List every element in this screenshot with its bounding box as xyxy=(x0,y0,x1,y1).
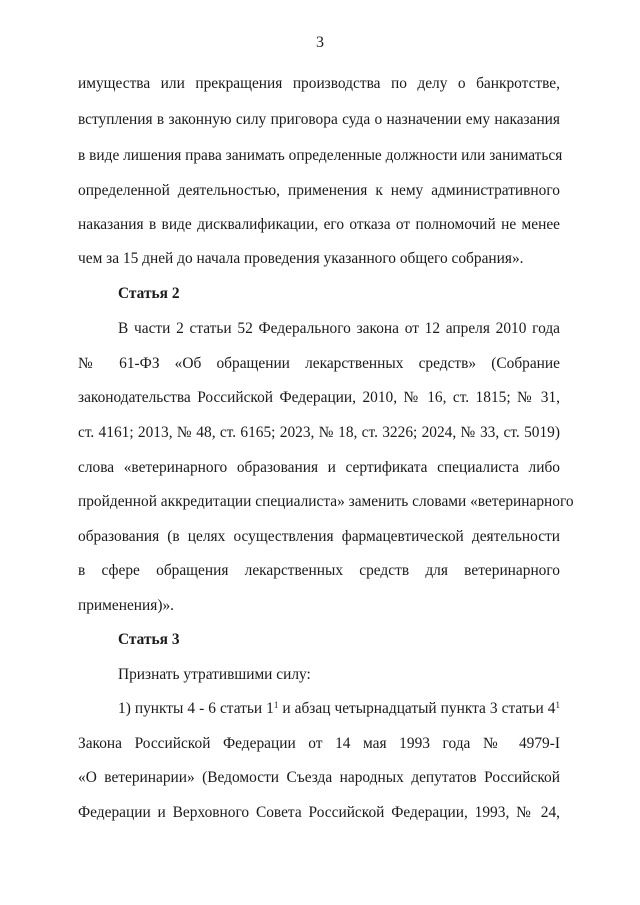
paragraph-line: пройденной аккредитации специалиста» заменить словами «ветеринарного xyxy=(78,493,574,510)
paragraph-line: наказания в виде дисквалификации, его отказа от полномочий не менее xyxy=(78,216,560,233)
item-1-part-1: 1) пункты 4 - 6 статьи 1 xyxy=(118,700,274,717)
paragraph-line: В части 2 статьи 52 Федерального закона от 12 апреля 2010 года xyxy=(118,320,560,337)
paragraph-line: Закона Российской Федерации от 14 мая 1993 года № 4979-I xyxy=(78,735,560,752)
paragraph-line: № 61-ФЗ «Об обращении лекарственных средств» (Собрание xyxy=(78,355,560,372)
article-3-heading: Статья 3 xyxy=(118,631,180,648)
paragraph-line: «О ветеринарии» (Ведомости Съезда народных депутатов Российской xyxy=(78,769,560,786)
paragraph-line: определенной деятельностью, применения к нему административного xyxy=(78,182,560,199)
paragraph-line: чем за 15 дней до начала проведения указанного общего собрания». xyxy=(78,250,524,267)
paragraph-line: в виде лишения права занимать определенные должности или заниматься xyxy=(78,147,563,164)
paragraph-line: вступления в законную силу приговора суда о назначении ему наказания xyxy=(78,111,560,128)
superscript: 1 xyxy=(555,700,560,710)
page-number: 3 xyxy=(316,34,324,51)
paragraph-line: ст. 4161; 2013, № 48, ст. 6165; 2023, № 18, ст. 3226; 2024, № 33, ст. 5019) xyxy=(78,424,560,441)
paragraph-line: имущества или прекращения производства по делу о банкротстве, xyxy=(78,75,560,92)
paragraph-line: слова «ветеринарного образования и сертификата специалиста либо xyxy=(78,459,560,476)
paragraph-line: законодательства Российской Федерации, 2010, № 16, ст. 1815; № 31, xyxy=(78,389,560,406)
article-3-intro: Признать утратившими силу: xyxy=(118,666,311,683)
paragraph-line: применения)». xyxy=(78,597,175,614)
paragraph-line: в сфере обращения лекарственных средств для ветеринарного xyxy=(78,562,560,579)
paragraph-line: образования (в целях осуществления фармацевтической деятельности xyxy=(78,528,560,545)
paragraph-line: Федерации и Верховного Совета Российской Федерации, 1993, № 24, xyxy=(78,804,560,821)
article-2-heading: Статья 2 xyxy=(118,285,180,302)
superscript: 1 xyxy=(273,700,279,710)
article-3-item-1 xyxy=(118,699,560,719)
item-1-part-2: и абзац четырнадцатый пункта 3 статьи 4 xyxy=(278,700,556,717)
